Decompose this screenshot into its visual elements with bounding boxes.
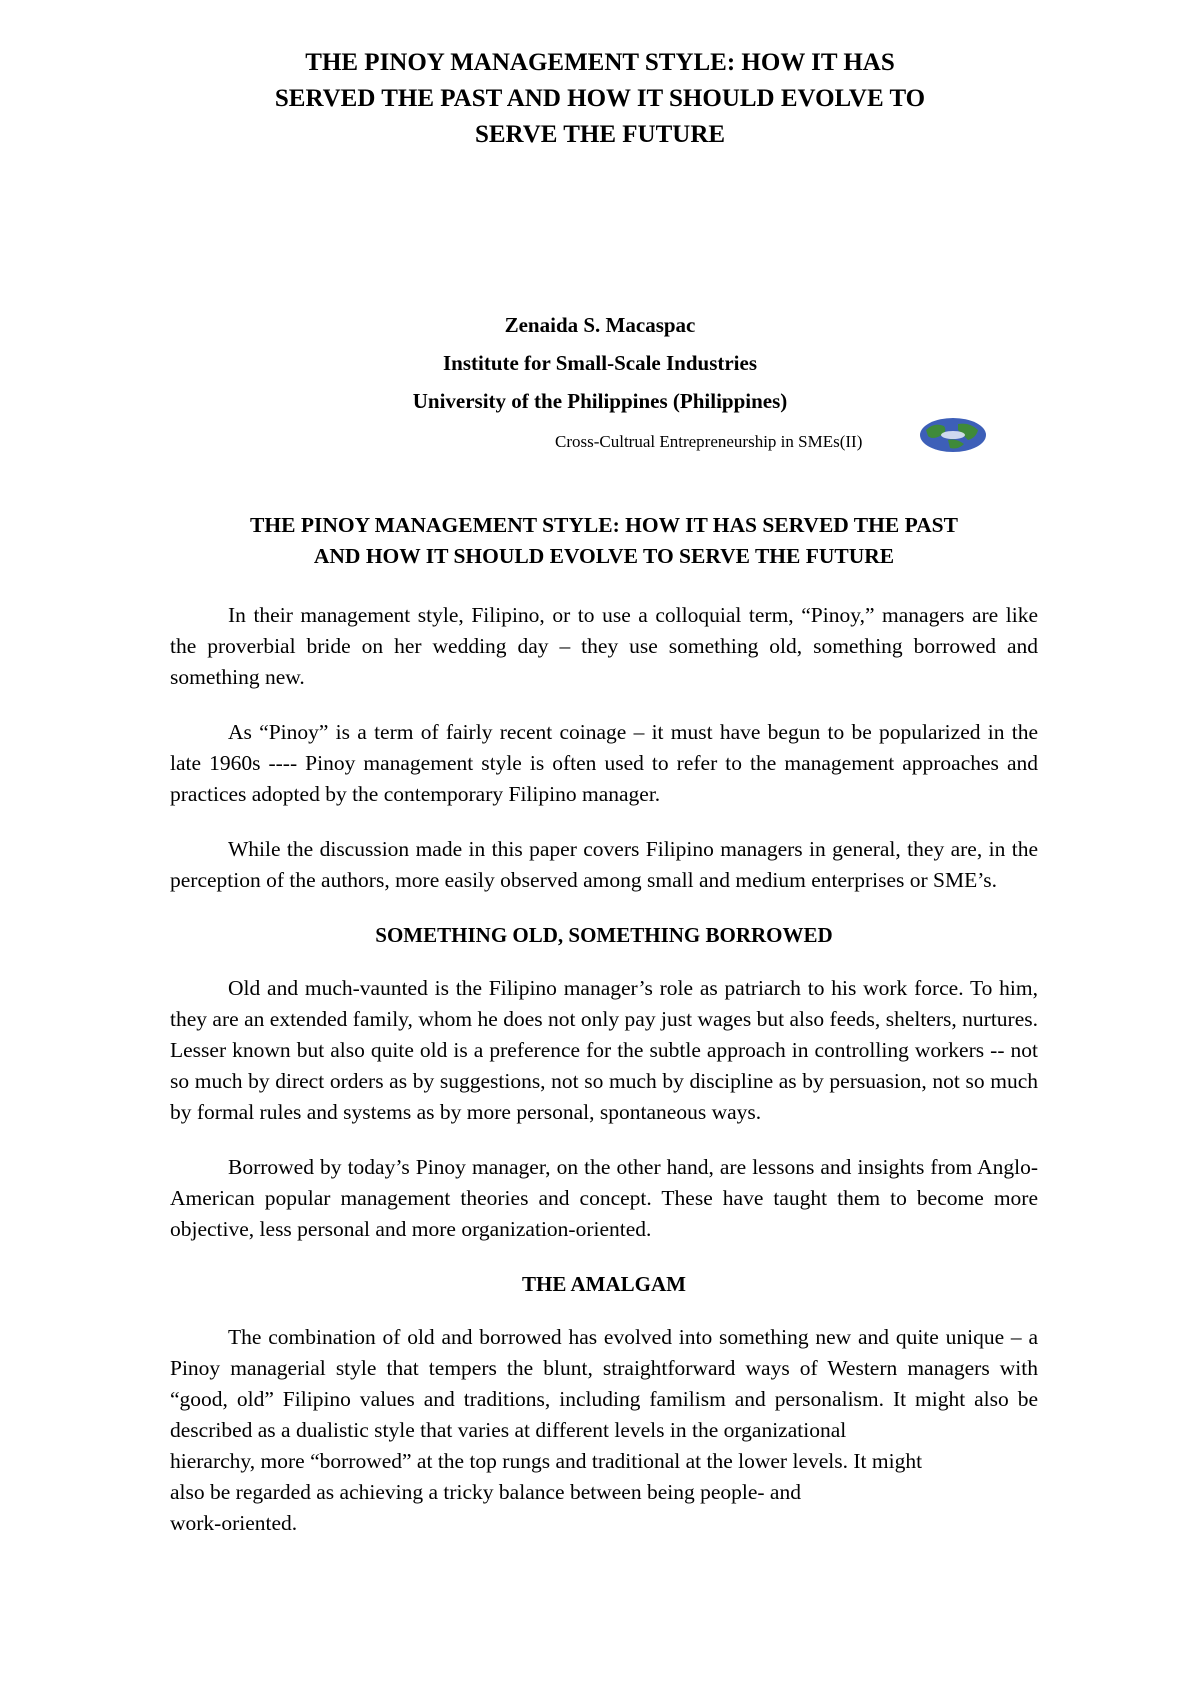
author-block xyxy=(150,306,1050,420)
author-name: Zenaida S. Macaspac xyxy=(504,313,696,337)
paragraph-pinoy-term: As “Pinoy” is a term of fairly recent coinage – it must have begun to be popularized in the late 1960s ---- Pinoy management style is often used to refer to the management approaches and practices adopted by the contemporary Filipino manager. xyxy=(170,720,1038,806)
main-heading xyxy=(170,510,1038,572)
author-institute: Institute for Small-Scale Industries xyxy=(442,351,758,375)
main-heading-line-1: THE PINOY MANAGEMENT STYLE: HOW IT HAS SERVED THE PAST xyxy=(250,513,958,537)
paragraph-amalgam-line-2: also be regarded as achieving a tricky balance between being people- and xyxy=(170,1480,801,1504)
paragraph-amalgam-line-3: work-oriented. xyxy=(170,1511,298,1535)
globe-logo-icon xyxy=(918,416,988,454)
section-heading-old-borrowed: SOMETHING OLD, SOMETHING BORROWED xyxy=(375,923,833,947)
conference-label: Cross-Cultrual Entrepreneurship in SMEs(II) xyxy=(555,432,863,451)
section-heading-amalgam: THE AMALGAM xyxy=(522,1272,686,1296)
paragraph-patriarch: Old and much-vaunted is the Filipino manager’s role as patriarch to his work force. To him, they are an extended family, whom he does not only pay just wages but also feeds, shelters, nurtures. Lesser known but also quite old is a preference for the subtle approach in controlling workers -- not so much by direct orders as by suggestions, not so much by discipline as by persuasion, not so much by formal rules and systems as by more personal, spontaneous ways. xyxy=(170,976,1038,1124)
paragraph-amalgam-line-1: hierarchy, more “borrowed” at the top rungs and traditional at the lower levels. It might xyxy=(170,1449,923,1473)
title-line-1: THE PINOY MANAGEMENT STYLE: HOW IT HAS xyxy=(305,49,895,76)
main-heading-line-2: AND HOW IT SHOULD EVOLVE TO SERVE THE FUTURE xyxy=(313,544,895,568)
title-line-2: SERVED THE PAST AND HOW IT SHOULD EVOLVE TO xyxy=(274,85,926,112)
title-line-3: SERVE THE FUTURE xyxy=(474,121,726,148)
paragraph-amalgam: The combination of old and borrowed has evolved into something new and quite unique – a Pinoy managerial style that tempers the blunt, straightforward ways of Western managers with “good, old” Filipino values and traditions, including familism and personalism. It might also be described as a dualistic style that varies at different levels in the organizational xyxy=(170,1325,1038,1442)
paragraph-smes: While the discussion made in this paper covers Filipino managers in general, they are, in the perception of the authors, more easily observed among small and medium enterprises or SME’s. xyxy=(170,837,1038,892)
author-university: University of the Philippines (Philippines) xyxy=(412,389,788,413)
paragraph-intro: In their management style, Filipino, or to use a colloquial term, “Pinoy,” managers are like the proverbial bride on her wedding day – they use something old, something borrowed and something new. xyxy=(170,603,1038,689)
paragraph-borrowed: Borrowed by today’s Pinoy manager, on the other hand, are lessons and insights from Anglo-American popular management theories and concept. These have taught them to become more objective, less personal and more organization-oriented. xyxy=(170,1155,1038,1241)
paper-body xyxy=(170,510,1038,1539)
document-title xyxy=(150,45,1050,153)
